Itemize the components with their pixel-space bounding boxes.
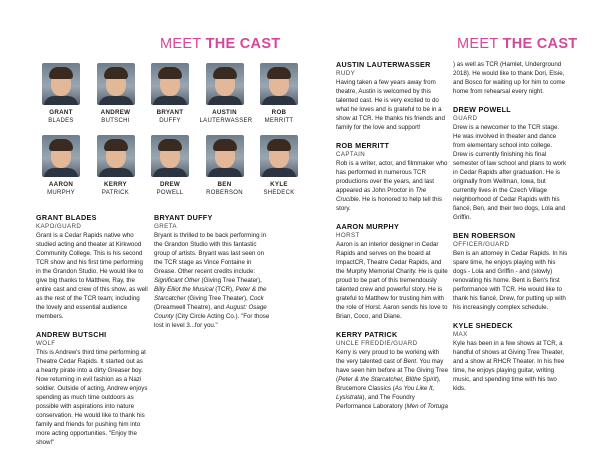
cast-row-1: [36, 63, 304, 125]
cast-last-name: ROBERSON: [206, 190, 243, 196]
bio-text: Kerry is very proud to be working with the very talented cast of Bent. You may have seen him before at The Giving Tree (Peter & the Starcatcher, Blithe Spirit), Brucemore Classics (As You Like It, Lysistrata), and The Foundry Performance Laboratory (Men of Tortuga: [336, 349, 449, 410]
credit-title: Peter & the Starcatcher: [154, 286, 267, 302]
cast-card: [200, 135, 250, 197]
heading-meet: MEET: [160, 36, 202, 52]
headshot-photo: [151, 63, 189, 105]
credit-title: As You Like It, Lysistrata: [336, 385, 435, 401]
bio-column-4: [453, 60, 568, 393]
bio-name: KERRY PATRICK: [336, 330, 398, 339]
headshot-photo: [97, 63, 135, 105]
bio-role: HORST: [336, 232, 360, 239]
heading-meet: MEET: [457, 36, 499, 52]
headshot-photo: [42, 135, 80, 177]
cast-first-name: AARON: [48, 181, 74, 188]
cast-card: [91, 63, 141, 125]
headshot-photo: [42, 63, 80, 105]
cast-first-name: AUSTIN: [212, 109, 237, 116]
bio-name: KYLE SHEDECK: [453, 321, 513, 330]
headshot-photo: [206, 135, 244, 177]
bio-role: GUARD: [453, 115, 478, 122]
bio-text: Rob is a writer, actor, and filmmaker who has performed in numerous TCR productions over the years, and last appeared as John Proctor in The Crucible. He is honored to help tell this story.: [336, 160, 448, 212]
bio-name: ROB MERRITT: [336, 141, 390, 150]
cast-first-name: DREW: [159, 181, 181, 188]
credit-title: Significant Other: [154, 277, 200, 284]
cast-headshot-grid: [36, 63, 304, 207]
cast-first-name: BEN: [217, 181, 232, 188]
cast-last-name: MERRITT: [264, 118, 294, 124]
bio-text: Grant is a Cedar Rapids native who studied acting and theater at Kirkwood Community College. This is his second TCR show and his first time performing in the Grandon Studio. He would like to give big thanks to Matthew, Ray, the entire cast and crew of this show, as well as the rest of the TCR team; including the lovely and essential audience members.: [36, 232, 148, 320]
bio-role: CAPTAIN: [336, 151, 366, 158]
bio-name: AARON MURPHY: [336, 222, 400, 231]
cast-first-name: KERRY: [104, 181, 127, 188]
page-title-left: [160, 36, 280, 52]
cast-card: [145, 63, 195, 125]
bio-text: Having taken a few years away from theatre, Austin is welcomed by this talented cast. He is very excited to do what he loves and is grateful to be in a show at TCR. He thanks his friends and family for the love and support!: [336, 79, 445, 131]
bio-column-3: [336, 60, 448, 411]
cast-card: [199, 63, 253, 125]
cast-card: [36, 63, 86, 125]
bio-text: Drew is a newcomer to the TCR stage. He was involved in theater and dance from elementary school into college. Drew is currently finishing his final semester of law school and plans to work in Cedar Rapids after graduation. He is originally from Wellman, Iowa, but currently lives in the Czech Village neighborhood of Cedar Rapids with his fiancé, Ben, and their two dogs, Lola and Griffin.: [453, 124, 567, 221]
bio-name: GRANT BLADES: [36, 213, 97, 222]
cast-row-2: [36, 135, 304, 197]
cast-last-name: DUFFY: [159, 118, 181, 124]
bio-name: BRYANT DUFFY: [154, 213, 213, 222]
cast-card: [254, 135, 304, 197]
bio-role: MAX: [453, 331, 468, 338]
bio-column-1: [36, 213, 148, 447]
bio-column-2: [154, 213, 272, 330]
cast-last-name: MURPHY: [47, 190, 75, 196]
headshot-photo: [206, 63, 244, 105]
cast-first-name: ANDREW: [100, 109, 131, 116]
bio-text-continued: ) as well as TCR (Hamlet, Underground 2018). He would like to thank Dori, Elsie, and Bosco for waiting up for him to come home from rehearsal every night.: [453, 61, 566, 95]
cast-last-name: BUTSCHI: [101, 118, 130, 124]
credit-title: Men of Tortuga: [406, 403, 448, 410]
bio-role: OFFICER/GUARD: [453, 241, 510, 248]
bio-role: KAPO/GUARD: [36, 223, 82, 230]
headshot-photo: [151, 135, 189, 177]
cast-last-name: BLADES: [48, 118, 74, 124]
credit-title: Bent: [403, 358, 417, 365]
bio-role: GRETA: [154, 223, 177, 230]
headshot-photo: [260, 135, 298, 177]
bio-text: Kyle has been in a few shows at TCR, a handful of shows at Giving Tree Theater, and a show at RHCR Theater. In his free time, he enjoys playing guitar, writing music, and spending time with his two kids.: [453, 340, 565, 392]
cast-last-name: LAUTERWASSER: [199, 118, 253, 124]
heading-the-cast: THE CAST: [502, 36, 578, 52]
bio-text: Aaron is an interior designer in Cedar Rapids and serves on the board at ImpactCR, Theatre Cedar Rapids, and the Murphy Memorial Charity. He is quite proud to be part of this tremendously talented crew and powerful story. He is grateful to Matthew for trusting him with the role of Horst. Aaron sends his love to Brian, Coco, and Diane.: [336, 241, 448, 320]
bio-name: BEN ROBERSON: [453, 231, 516, 240]
credit-title: Cock: [249, 295, 264, 302]
cast-first-name: BRYANT: [156, 109, 184, 116]
credit-title: Peter & the Starcatcher, Blithe Spirit: [338, 376, 437, 383]
bio-role: RUDY: [336, 70, 356, 77]
cast-card: [254, 63, 304, 125]
bio-text: This is Andrew's third time performing at Theatre Cedar Rapids. It started out as a hearty pirate into a dirty Greaser boy. Now returning in evil fashion as a Nazi soldier. Outside of acting, Andrew enjoys spending as much time outdoors as possible with aspirations into nature conservation. He would like to thank his family and friends for pushing him into more acting opportunities. "Enjoy the show!": [36, 349, 148, 446]
cast-first-name: ROB: [271, 109, 287, 116]
cast-last-name: SHEDECK: [263, 190, 295, 196]
credit-title: The Crucible: [336, 187, 427, 203]
headshot-photo: [260, 63, 298, 105]
page-title-right: [457, 36, 577, 52]
cast-card: [36, 135, 86, 197]
headshot-photo: [97, 135, 135, 177]
credit-title: August: Osage County: [154, 304, 267, 320]
bio-name: DREW POWELL: [453, 105, 511, 114]
cast-first-name: GRANT: [49, 109, 73, 116]
cast-last-name: PATRICK: [101, 190, 130, 196]
bio-name: AUSTIN LAUTERWASSER: [336, 60, 431, 69]
bio-text: Ben is an attorney in Cedar Rapids. In his spare time, he enjoys playing with his dogs - Lola and Griffin - and (slowly) renovating his home. Bent is Ben's first performance with TCR. He would like to thank his fiancé, Drew, for putting up with his increasingly complex schedule.: [453, 250, 568, 311]
cast-first-name: KYLE: [270, 181, 288, 188]
heading-the-cast: THE CAST: [205, 36, 281, 52]
credit-title: Billy Elliot the Musical: [154, 286, 214, 293]
bio-role: UNCLE FREDDIE/GUARD: [336, 340, 418, 347]
cast-card: [91, 135, 141, 197]
bio-text: Bryant is thrilled to be back performing in the Grandon Studio with this fantastic group of artists. Bryant was last seen on the TCR stage as Vince Fontaine in Grease. Other recent credits include: Significant Other (Giving Tree Theater), Billy Elliot the Musical (TCR), Peter & the Starcatcher (Giving Tree Theater), Cock (Dreamwell Theatre), and August: Osage County (City Circle Acting Co.). "For those lost in level 3...for you.": [154, 232, 270, 329]
bio-role: WOLF: [36, 340, 56, 347]
bio-name: ANDREW BUTSCHI: [36, 330, 107, 339]
cast-card: [145, 135, 195, 197]
cast-last-name: POWELL: [156, 190, 184, 196]
